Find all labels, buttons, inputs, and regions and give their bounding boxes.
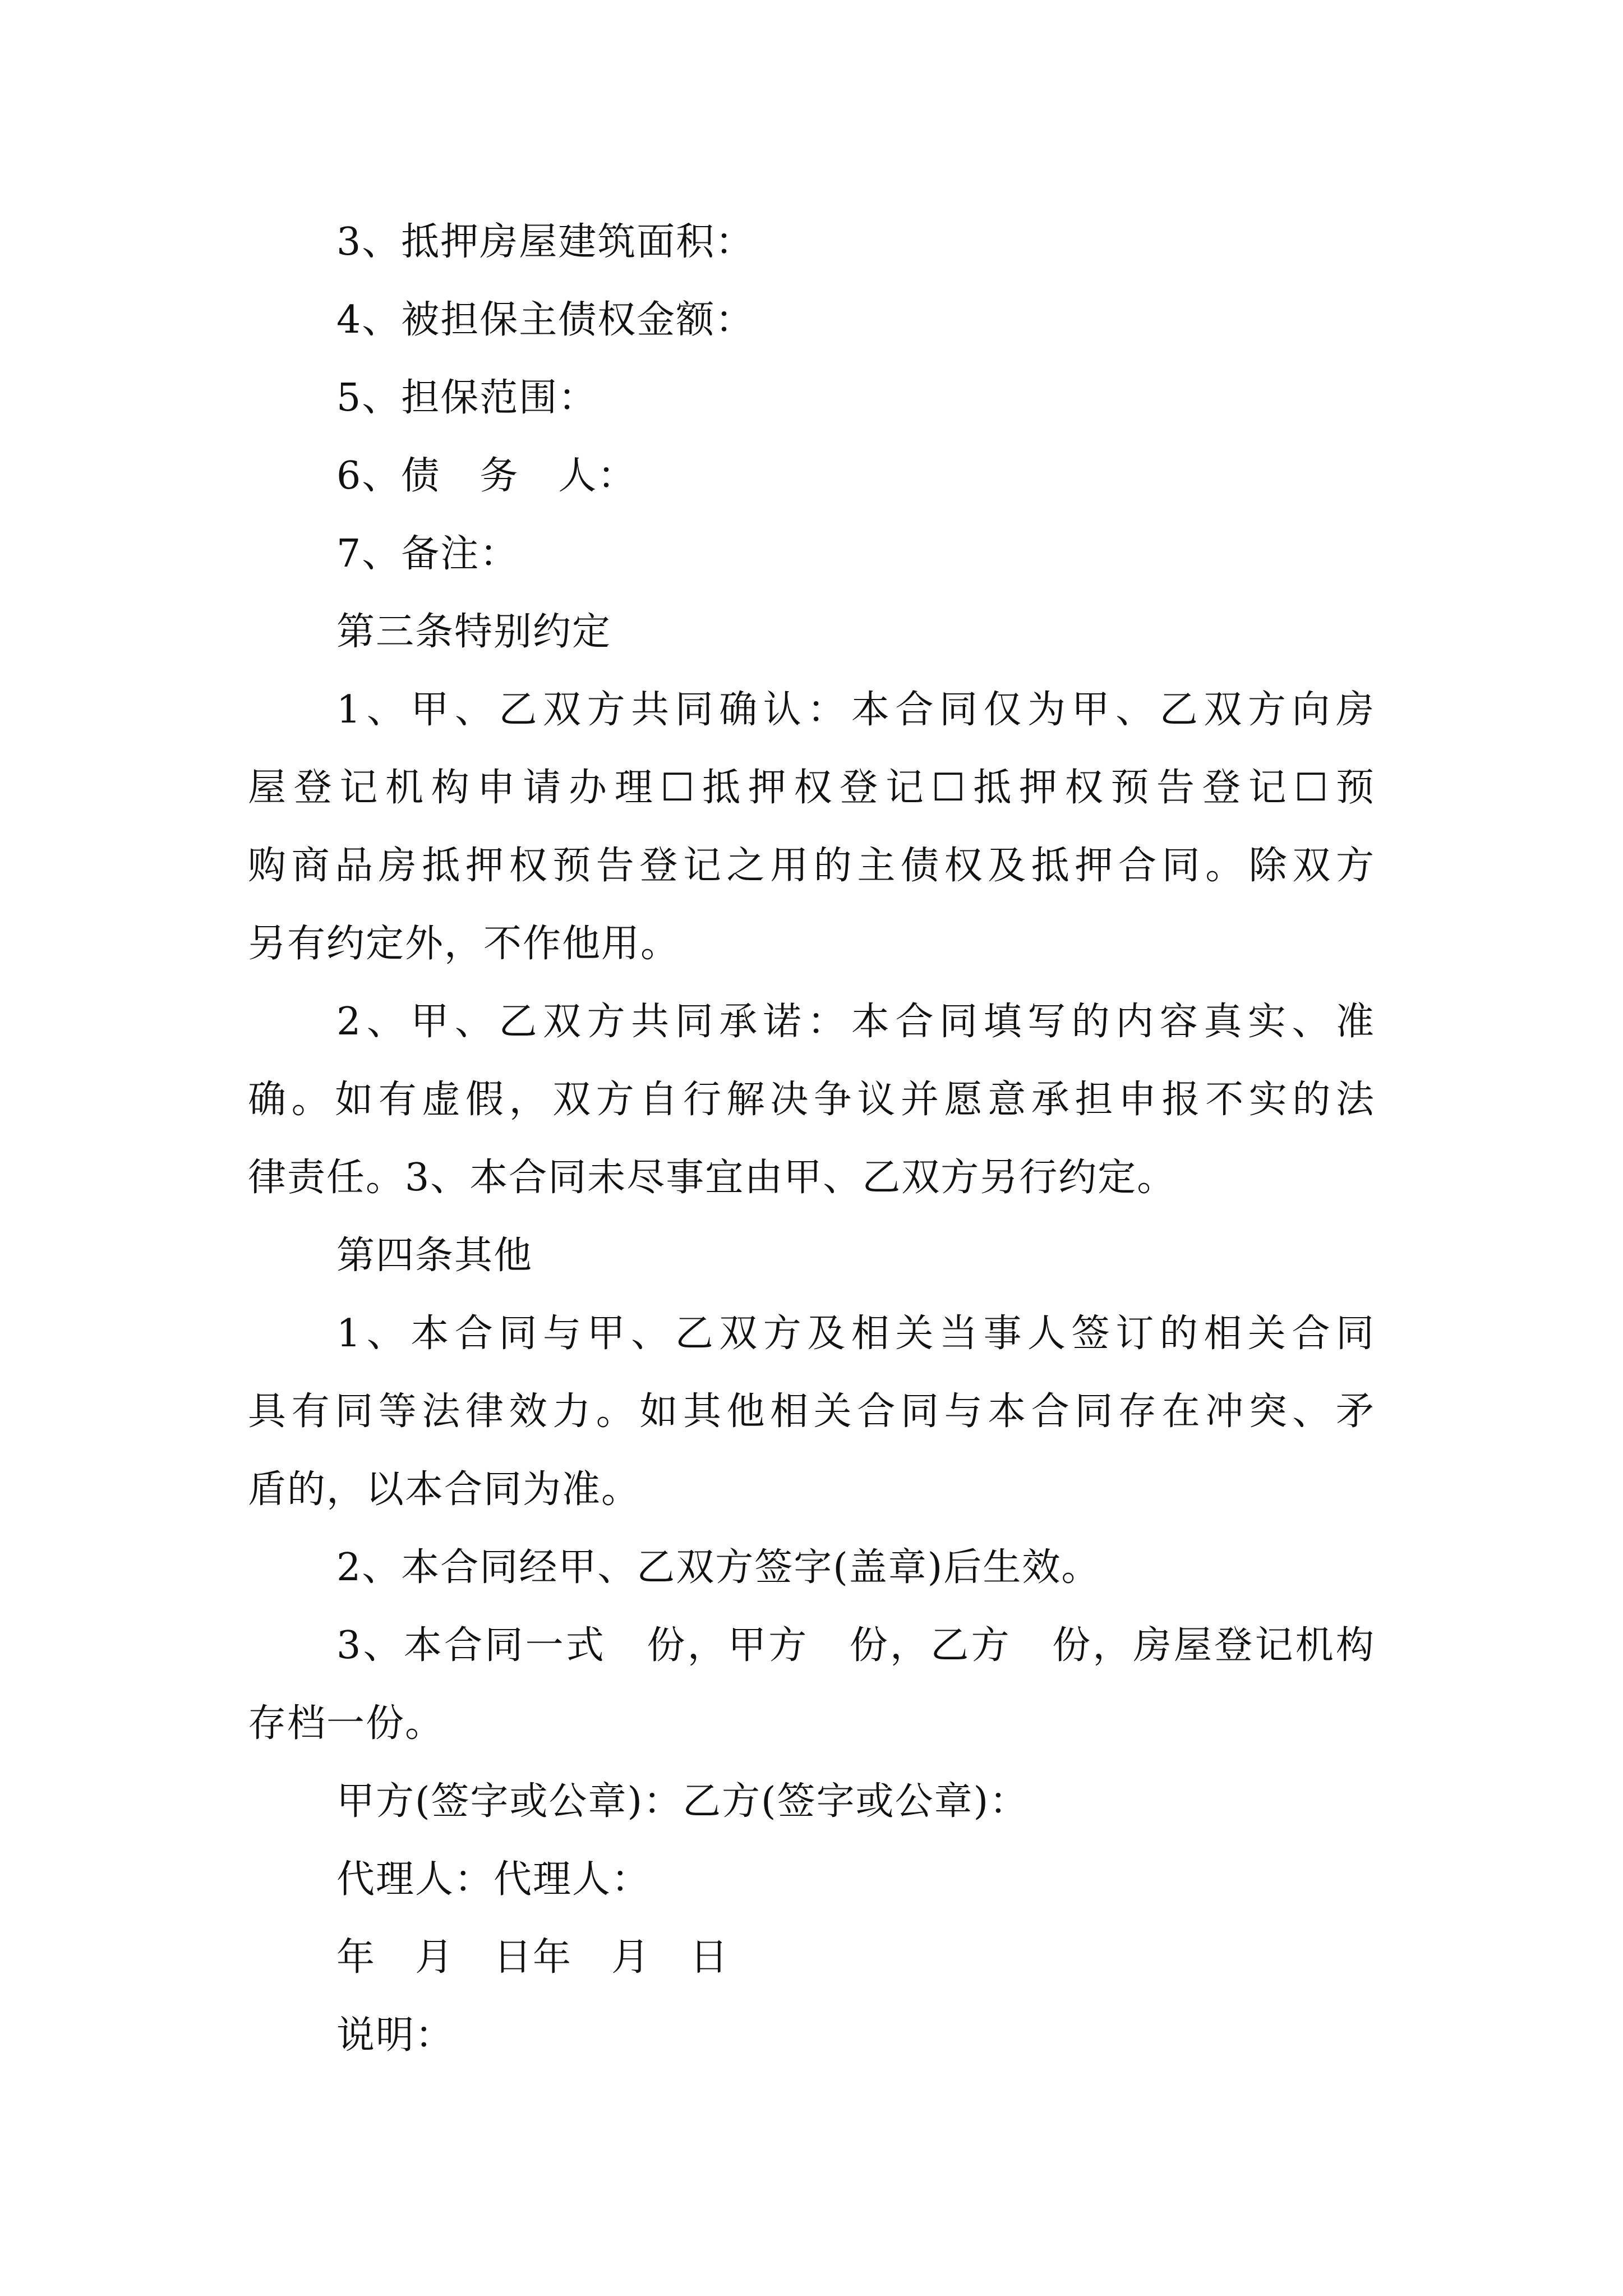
article-4-clause-3-line-1: 3、本合同一式 份，甲方 份，乙方 份，房屋登记机构: [336, 1623, 1375, 1668]
article-4-clause-1-line-2: 具有同等法律效力。如其他相关合同与本合同存在冲突、矛: [248, 1389, 1375, 1434]
item-mortgage-area: 3、抵押房屋建筑面积：: [336, 220, 755, 264]
article-4-clause-1-line-1: 1、本合同与甲、乙双方及相关当事人签订的相关合同: [336, 1312, 1375, 1356]
explanation-label: 说明：: [336, 2013, 455, 2058]
article-3-clause-2-line-2: 确。如有虚假，双方自行解决争议并愿意承担申报不实的法: [248, 1078, 1375, 1122]
article-3-clause-2-line-3: 律责任。3、本合同未尽事宜由甲、乙双方另行约定。: [248, 1156, 1177, 1200]
article-3-clause-1-line-1: 1、甲、乙双方共同确认：本合同仅为甲、乙双方向房: [336, 688, 1375, 732]
item-guarantee-scope: 5、担保范围：: [336, 376, 598, 420]
item-remarks: 7、备注：: [336, 532, 519, 576]
article-3-heading: 第三条特别约定: [336, 610, 612, 654]
article-4-clause-3-line-2: 存档一份。: [248, 1701, 445, 1746]
article-3-clause-1-line-3: 购商品房抵押权预告登记之用的主债权及抵押合同。除双方: [248, 844, 1375, 888]
item-debtor: 6、债 务 人：: [336, 454, 637, 498]
article-3-clause-1-line-4: 另有约定外，不作他用。: [248, 922, 680, 966]
signature-parties: 甲方(签字或公章)：乙方(签字或公章)：: [336, 1779, 1029, 1824]
article-3-clause-2-line-1: 2、甲、乙双方共同承诺：本合同填写的内容真实、准: [336, 1000, 1375, 1044]
item-secured-claim-amount: 4、被担保主债权金额：: [336, 298, 755, 342]
article-4-clause-1-line-3: 盾的，以本合同为准。: [248, 1467, 641, 1512]
signature-agents: 代理人：代理人：: [336, 1857, 651, 1902]
article-3-clause-1-line-2: 屋登记机构申请办理☐抵押权登记☐抵押权预告登记☐预: [248, 766, 1375, 810]
article-4-clause-2: 2、本合同经甲、乙双方签字(盖章)后生效。: [336, 1545, 1101, 1590]
signature-dates: 年 月 日年 月 日: [336, 1935, 730, 1980]
article-4-heading: 第四条其他: [336, 1234, 533, 1278]
